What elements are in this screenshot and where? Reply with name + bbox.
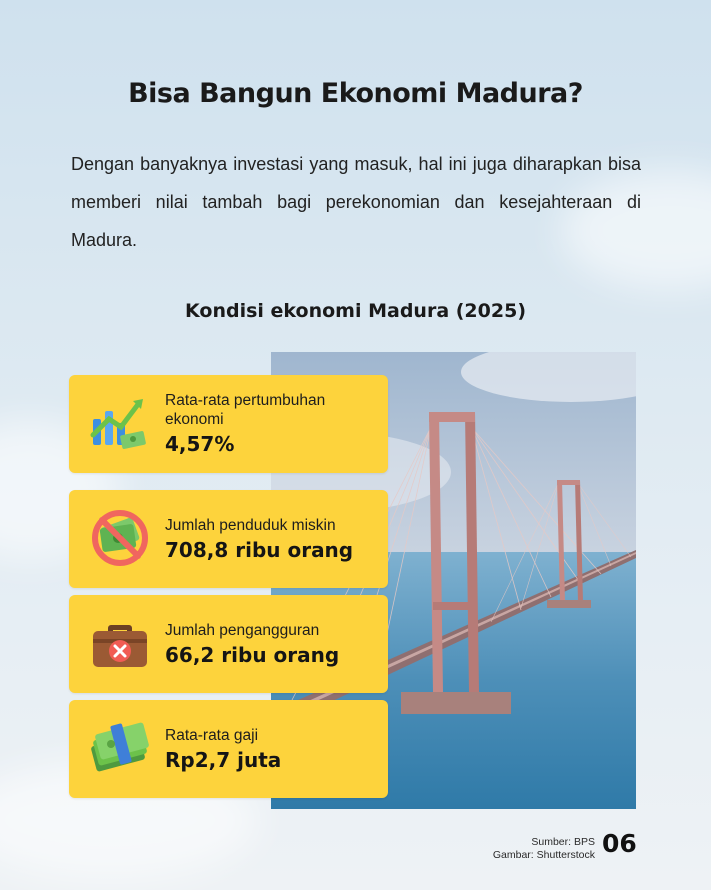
stat-card-growth (69, 375, 388, 473)
stat-label: Jumlah pengangguran (165, 621, 320, 639)
image-credit-text: Gambar: Shutterstock (492, 849, 595, 861)
no-money-icon (87, 504, 153, 570)
stat-value: Rp2,7 juta (165, 747, 282, 772)
page-number: 06 (602, 829, 637, 858)
stat-label: Rata-rata gaji (165, 726, 259, 744)
stat-value: 4,57% (165, 432, 235, 456)
section-subtitle: Kondisi ekonomi Madura (2025) (185, 300, 526, 322)
stat-card-poverty (69, 490, 388, 588)
stat-value: 708,8 ribu orang (165, 537, 354, 562)
stat-value: 66,2 ribu orang (165, 642, 340, 667)
page-title: Bisa Bangun Ekonomi Madura? (128, 78, 583, 109)
growth-chart-icon (87, 389, 153, 455)
money-stack-icon (87, 714, 153, 780)
source-text: Sumber: BPS (531, 836, 595, 848)
stat-card-salary (69, 700, 388, 798)
source-credit (493, 836, 595, 862)
briefcase-x-icon (87, 609, 153, 675)
stat-label: Jumlah penduduk miskin (165, 516, 336, 534)
stat-label: Rata-rata pertumbuhan ekonomi (165, 392, 326, 428)
stat-card-unemployment (69, 595, 388, 693)
intro-paragraph: Dengan banyaknya investasi yang masuk, hal ini juga diharapkan bisa memberi nilai tambah bagi perekonomian dan kesejahteraan di Madura. (71, 154, 641, 250)
